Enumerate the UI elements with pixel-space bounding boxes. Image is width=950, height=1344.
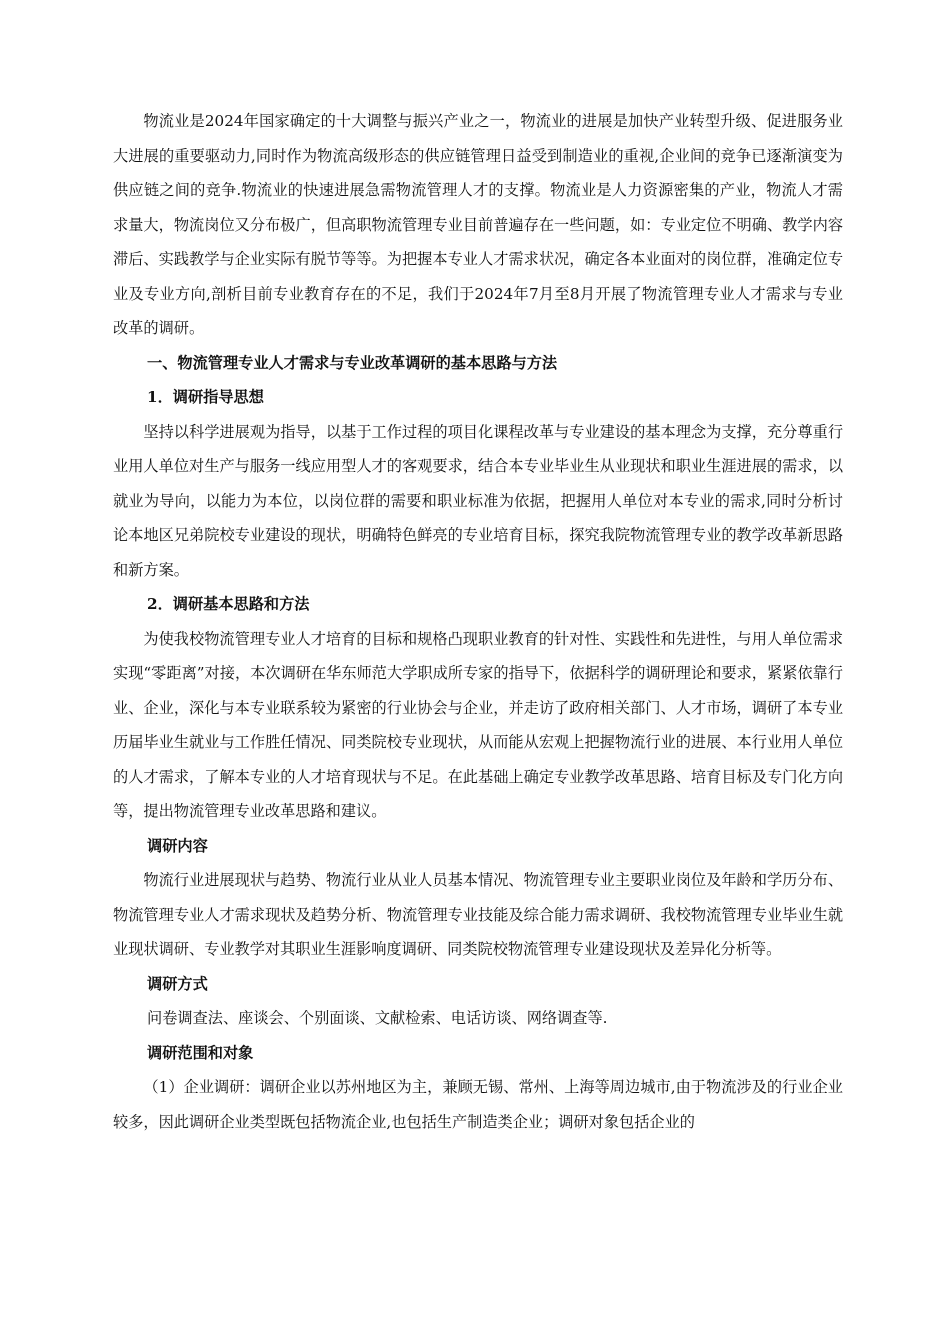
sub1-heading: 1．调研指导思想 bbox=[147, 388, 264, 406]
document-page bbox=[113, 104, 843, 1139]
sub2-paragraph: 为使我校物流管理专业人才培育的目标和规格凸现职业教育的针对性、实践性和先进性，与用人单位需求实现“零距离”对接，本次调研在华东师范大学职成所专家的指导下，依据科学的调研理论和要求，紧紧依靠行业、企业，深化与本专业联系较为紧密的行业协会与企业，并走访了政府相关部门、人才市场，调研了本专业历届毕业生就业与工作胜任情况、同类院校专业现状，从而能从宏观上把握物流行业的进展、本行业用人单位的人才需求，了解本专业的人才培育现状与不足。在此基础上确定专业教学改革思路、培育目标及专门化方向等，提出物流管理专业改革思路和建议。 bbox=[113, 629, 843, 820]
intro-paragraph: 物流业是2024年国家确定的十大调整与振兴产业之一，物流业的进展是加快产业转型升级、促进服务业大进展的重要驱动力,同时作为物流高级形态的供应链管理日益受到制造业的重视,企业间的竞争已逐渐演变为供应链之间的竞争.物流业的快速进展急需物流管理人才的支撑。物流业是人力资源密集的产业，物流人才需求量大，物流岗位又分布极广，但高职物流管理专业目前普遍存在一些问题，如：专业定位不明确、教学内容滞后、实践教学与企业实际有脱节等等。为把握本专业人才需求状况，确定各本业面对的岗位群，准确定位专业及专业方向,剖析目前专业教育存在的不足，我们于2024年7月至8月开展了物流管理专业人才需求与专业改革的调研。 bbox=[113, 112, 843, 337]
scope-heading: 调研范围和对象 bbox=[147, 1043, 254, 1062]
content-heading: 调研内容 bbox=[147, 836, 208, 855]
sub2-heading: 2．调研基本思路和方法 bbox=[147, 595, 310, 613]
method-heading: 调研方式 bbox=[147, 974, 208, 993]
section1-heading: 一、物流管理专业人才需求与专业改革调研的基本思路与方法 bbox=[147, 353, 558, 372]
method-paragraph: 问卷调查法、座谈会、个别面谈、文献检索、电话访谈、网络调查等. bbox=[147, 1009, 608, 1027]
scope-paragraph: （1）企业调研：调研企业以苏州地区为主，兼顾无锡、常州、上海等周边城市,由于物流涉及的行业企业较多，因此调研企业类型既包括物流企业,也包括生产制造类企业；调研对象包括企业的 bbox=[113, 1078, 843, 1131]
content-paragraph: 物流行业进展现状与趋势、物流行业从业人员基本情况、物流管理专业主要职业岗位及年龄和学历分布、物流管理专业人才需求现状及趋势分析、物流管理专业技能及综合能力需求调研、我校物流管理专业毕业生就业现状调研、专业教学对其职业生涯影响度调研、同类院校物流管理专业建设现状及差异化分析等。 bbox=[113, 871, 843, 958]
sub1-paragraph: 坚持以科学进展观为指导，以基于工作过程的项目化课程改革与专业建设的基本理念为支撑，充分尊重行业用人单位对生产与服务一线应用型人才的客观要求，结合本专业毕业生从业现状和职业生涯进展的需求，以就业为导向，以能力为本位，以岗位群的需要和职业标准为依据，把握用人单位对本专业的需求,同时分析讨论本地区兄弟院校专业建设的现状，明确特色鲜亮的专业培育目标，探究我院物流管理专业的教学改革新思路和新方案。 bbox=[113, 422, 843, 579]
